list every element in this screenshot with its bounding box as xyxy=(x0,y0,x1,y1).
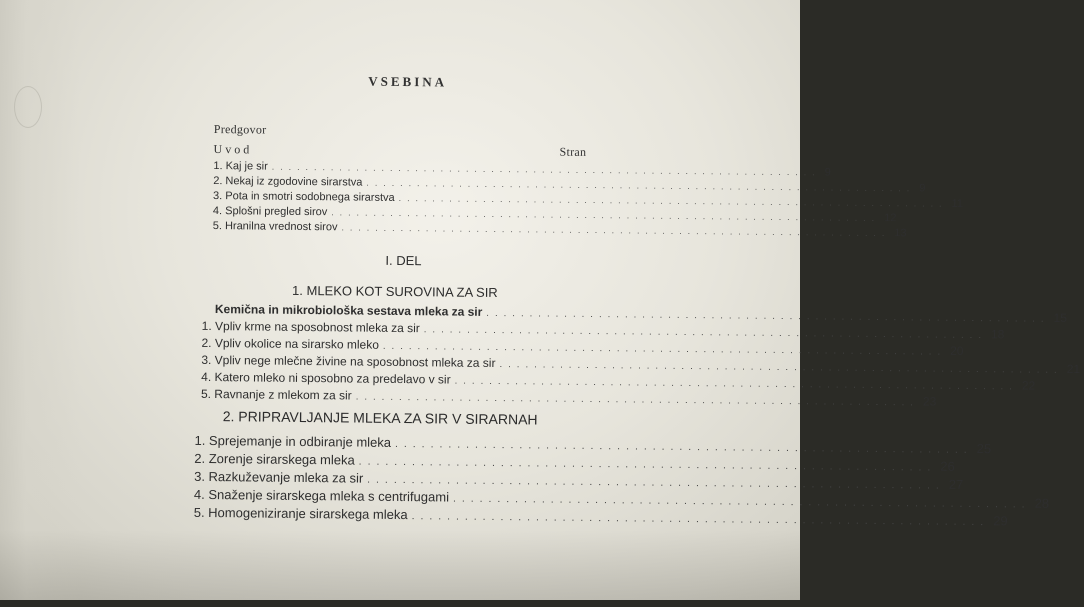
toc-row-page: 9 xyxy=(824,166,831,179)
toc-row-label: 1. Kaj je sir xyxy=(213,160,268,173)
toc-row-label: 5. Homogeniziranje sirarskega mleka xyxy=(193,504,408,523)
toc-row xyxy=(200,386,937,409)
toc-row-label: 4. Snaženje sirarskega mleka s centrifugami xyxy=(193,486,450,505)
dot-leader: ................................................................. xyxy=(367,474,945,492)
toc-row-page: 20 xyxy=(950,343,964,358)
toc-row-page: 18 xyxy=(990,327,1005,342)
toc-row-label: 4. Splošni pregled sirov xyxy=(212,205,328,219)
section-title: 2. PRIPRAVLJANJE MLEKA ZA SIR V SIRARNAH xyxy=(222,408,538,428)
dot-leader: ................................................................. xyxy=(394,438,973,457)
uvod-label: Uvod xyxy=(213,142,253,157)
dot-leader: ................................................................. xyxy=(411,511,990,529)
toc-row xyxy=(201,318,1005,342)
toc-row-label: Kemična in mikrobiološka sestava mleka za sir xyxy=(214,302,483,319)
stran-label: Stran xyxy=(559,144,587,159)
toc-row xyxy=(194,432,992,457)
toc-row-label: 2. Nekaj iz zgodovine sirarstva xyxy=(213,175,363,189)
toc-row xyxy=(213,190,963,210)
toc-row xyxy=(201,335,964,358)
dot-leader: ................................................................. xyxy=(382,340,947,358)
toc-row-page: 12 xyxy=(884,212,897,225)
toc-row-page: 9 xyxy=(919,182,926,195)
dot-leader: ................................................................. xyxy=(499,359,1063,376)
toc-row-label: 1. Vpliv krme na sposobnost mleka za sir xyxy=(201,318,420,336)
toc-row-label: 3. Razkuževanje mleka za sir xyxy=(194,468,364,486)
toc-row-page: 29 xyxy=(993,513,1008,529)
toc-row-label: 1. Sprejemanje in odbiranje mleka xyxy=(194,432,392,450)
toc-row-label: 4. Katero mleko ni sposobno za predelavo v sir xyxy=(201,369,451,387)
toc-row-label: 3. Pota in smotri sodobnega sirarstva xyxy=(213,190,395,204)
dot-leader: ................................................................. xyxy=(454,375,1018,393)
toc-row xyxy=(193,486,1050,511)
dot-leader: ................................................................. xyxy=(271,161,821,178)
toc-heading: VSEBINA xyxy=(368,73,448,90)
predgovor-label: Predgovor xyxy=(213,122,267,137)
toc-row xyxy=(214,302,1068,325)
toc-row-page: 15 xyxy=(1053,310,1068,325)
page-bottom-shadow xyxy=(0,530,800,600)
toc-row xyxy=(212,220,907,240)
toc-row-label: 2. Vpliv okolice na sirarsko mleko xyxy=(201,335,380,352)
toc-row-label: 5. Hranilna vrednost sirov xyxy=(212,220,338,234)
toc-row-page: 25 xyxy=(976,441,992,457)
dot-leader: ................................................................. xyxy=(452,493,1031,511)
toc-row-page: 21 xyxy=(1066,361,1081,377)
toc-row xyxy=(213,175,926,195)
toc-row xyxy=(212,205,897,225)
toc-row-page: 11 xyxy=(951,197,963,210)
toc-row-page: 26 xyxy=(940,458,955,474)
toc-row-page: 13 xyxy=(894,227,907,240)
dot-leader: ................................................................. xyxy=(358,456,937,474)
toc-row-page: 23 xyxy=(922,394,937,409)
dot-leader: ................................................................. xyxy=(341,222,891,239)
toc-row-label: 3. Vpliv nege mlečne živine na sposobnost mleka za sir xyxy=(201,352,496,371)
toc-row-label: 2. Zorenje sirarskega mleka xyxy=(194,450,355,468)
dot-leader: ................................................................. xyxy=(366,177,916,194)
toc-row xyxy=(194,450,955,474)
dot-leader: ................................................................. xyxy=(423,324,988,342)
toc-row-page: 28 xyxy=(1034,495,1050,511)
dot-leader: ................................................................. xyxy=(331,207,881,224)
dot-leader: ................................................................. xyxy=(355,391,920,409)
toc-row xyxy=(213,160,831,179)
part-title: I. DEL xyxy=(385,252,422,269)
toc-row xyxy=(201,352,1081,377)
toc-row-page: 27 xyxy=(948,476,964,492)
dot-leader: ................................................................. xyxy=(486,307,1050,325)
dot-leader: ................................................................. xyxy=(398,192,948,209)
toc-row xyxy=(194,468,964,492)
toc-row xyxy=(201,369,1036,393)
toc-row xyxy=(193,504,1008,529)
toc-row-label: 5. Ravnanje z mlekom za sir xyxy=(200,386,352,403)
toc-row-page: 22 xyxy=(1021,378,1036,393)
section-title: 1. MLEKO KOT SUROVINA ZA SIR xyxy=(292,282,498,301)
